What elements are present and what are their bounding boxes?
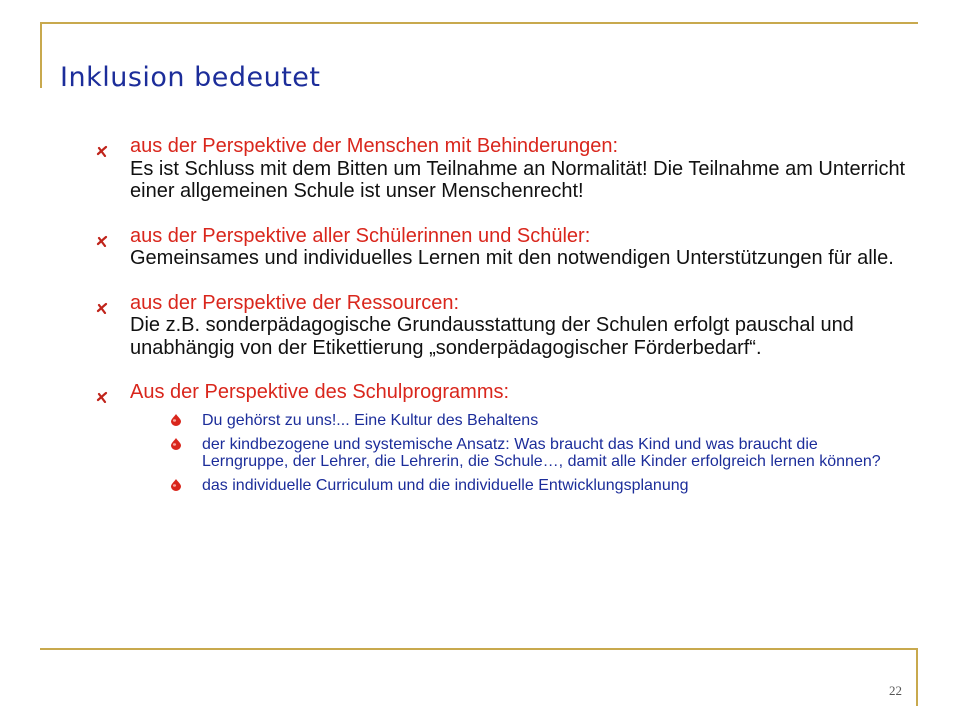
bullet-text: Die z.B. sonderpädagogische Grundausstattung der Schulen erfolgt pauschal und unabhängig von der Etikettierung „sonderpädagogischer Förderbedarf“. [130, 314, 854, 359]
sub-bullet-item [170, 412, 906, 429]
frame-bottom-line [40, 648, 918, 650]
sub-bullet-text: das individuelle Curriculum und die individuelle Entwicklungsplanung [202, 476, 689, 494]
bullet-heading: aus der Perspektive aller Schülerinnen und Schüler: [130, 224, 591, 247]
bullet-item [96, 381, 906, 404]
bullet-item [96, 292, 906, 360]
x-mark-icon [96, 302, 108, 314]
page-number: 22 [889, 683, 902, 698]
sub-bullet-item [170, 477, 906, 494]
frame-right-line [916, 648, 918, 706]
slide-title: Inklusion bedeutet [60, 62, 321, 93]
sub-bullet-item [170, 436, 906, 470]
sub-bullet-list [96, 412, 906, 494]
bullet-list [96, 135, 906, 501]
bullet-text: Gemeinsames und individuelles Lernen mit den notwendigen Unterstützungen für alle. [130, 247, 894, 269]
bullet-heading: Aus der Perspektive des Schulprogramms: [130, 381, 510, 403]
drop-icon [170, 437, 182, 450]
bullet-text: Es ist Schluss mit dem Bitten um Teilnahme an Normalität! Die Teilnahme am Unterricht einer allgemeinen Schule ist unser Menschenrecht! [130, 157, 906, 202]
frame-left-line [40, 22, 42, 88]
x-mark-icon [96, 145, 108, 157]
x-mark-icon [96, 235, 108, 247]
bullet-item [96, 225, 906, 270]
drop-icon [170, 413, 182, 426]
bullet-item [96, 135, 906, 203]
sub-bullet-text: Du gehörst zu uns!... Eine Kultur des Behaltens [202, 411, 539, 429]
sub-bullet-text: der kindbezogene und systemische Ansatz: Was braucht das Kind und was braucht die Lerngruppe, der Lehrer, die Lehrerin, die Schule…, damit alle Kinder erfolgreich lernen können? [202, 435, 881, 470]
bullet-heading: aus der Perspektive der Ressourcen: [130, 291, 460, 314]
drop-icon [170, 478, 182, 491]
frame-top-line [40, 22, 918, 24]
x-mark-icon [96, 391, 108, 403]
bullet-heading: aus der Perspektive der Menschen mit Behinderungen: [130, 135, 619, 157]
